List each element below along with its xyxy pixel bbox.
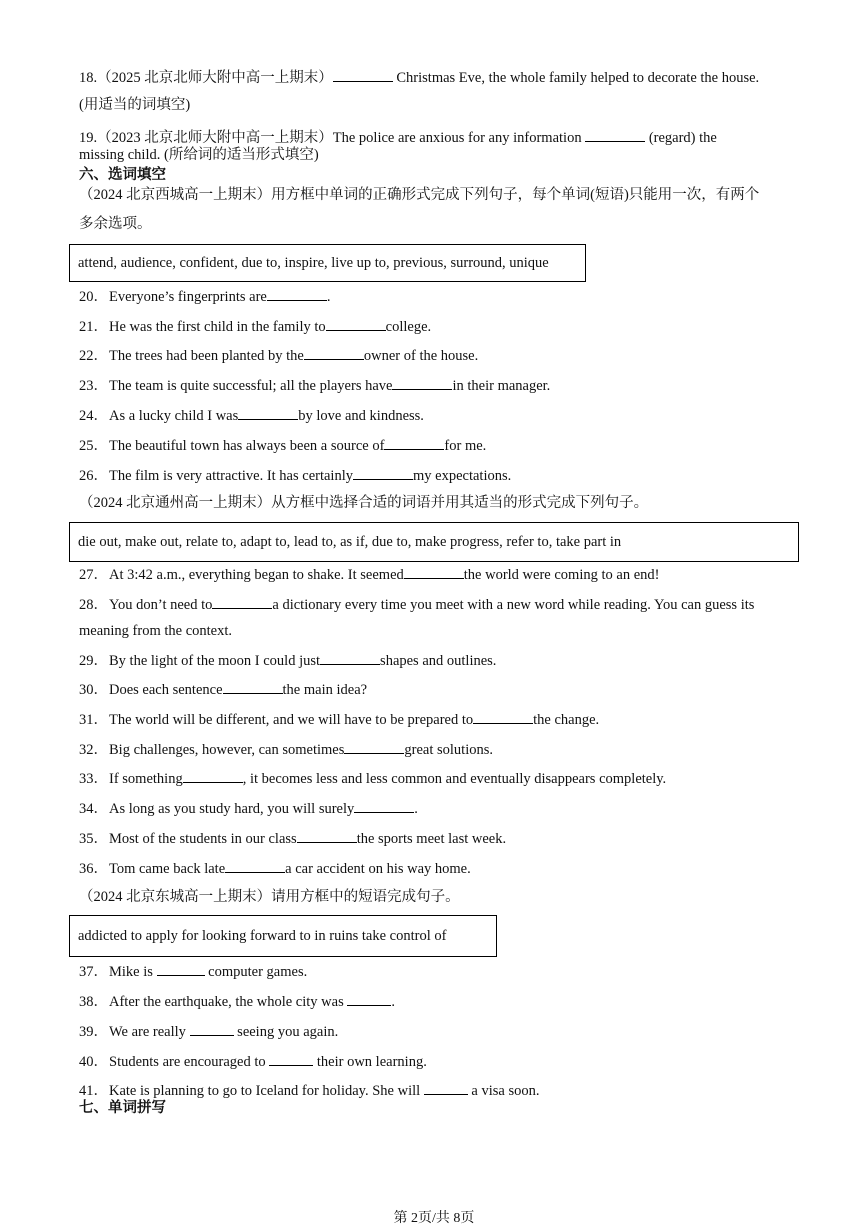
question-20: 20．Everyone’s fingerprints are . (79, 286, 330, 306)
question-30: 30．Does each sentence the main idea? (79, 679, 367, 699)
question-37: 37．Mike is computer games. (79, 961, 307, 981)
question-28-line2: meaning from the context. (79, 623, 233, 639)
section-title-7: 七、单词拼写 (79, 1100, 166, 1116)
question-25: 25．The beautiful town has always been a source of for me. (79, 435, 486, 455)
question-34: 34．As long as you study hard, you will surely . (79, 798, 418, 818)
answer-blank (585, 127, 645, 142)
word-box-2: die out, make out, relate to, adapt to, lead to, as if, due to, make progress, refer to, take part in (69, 522, 799, 562)
question-38: 38．After the earthquake, the whole city was . (79, 991, 395, 1011)
group3-intro: （2024 北京东城高一上期末）请用方框中的短语完成句子。 (79, 889, 460, 905)
word-box-3: addicted to apply for looking forward to in ruins take control of (69, 915, 497, 957)
question-32: 32．Big challenges, however, can sometimes great solutions. (79, 739, 493, 759)
question-21: 21．He was the first child in the family to college. (79, 316, 431, 336)
answer-blank (333, 67, 393, 82)
question-31: 31．The world will be different, and we will have to be prepared to the change. (79, 709, 599, 729)
question-36: 36．Tom came back late a car accident on his way home. (79, 858, 471, 878)
question-28: 28．You don’t need to a dictionary every time you meet with a new word while reading. You can guess its (79, 594, 754, 614)
section-title-6: 六、选词填空 (79, 167, 166, 183)
question-27: 27．At 3:42 a.m., everything began to shake. It seemed the world were coming to an end! (79, 564, 659, 584)
question-19: 19.（2023 北京北师大附中高一上期末）The police are anxious for any information (regard) the (79, 127, 717, 147)
question-23: 23．The team is quite successful; all the players have in their manager. (79, 375, 550, 395)
page-number: 第 2页/共 8页 (393, 1211, 475, 1226)
question-22: 22．The trees had been planted by the owner of the house. (79, 345, 478, 365)
question-35: 35．Most of the students in our class the sports meet last week. (79, 828, 506, 848)
question-24: 24．As a lucky child I was by love and kindness. (79, 405, 424, 425)
question-41: 41．Kate is planning to go to Iceland for holiday. She will a visa soon. (79, 1080, 539, 1100)
question-26: 26．The film is very attractive. It has certainly my expectations. (79, 465, 511, 485)
group1-intro-line2: 多余选项。 (79, 216, 152, 232)
question-40: 40．Students are encouraged to their own learning. (79, 1051, 427, 1071)
question-19-line2: missing child. (所给词的适当形式填空) (79, 147, 319, 163)
question-39: 39．We are really seeing you again. (79, 1021, 338, 1041)
group2-intro: （2024 北京通州高一上期末）从方框中选择合适的词语并用其适当的形式完成下列句子。 (79, 495, 649, 511)
group1-intro: （2024 北京西城高一上期末）用方框中单词的正确形式完成下列句子，每个单词(短语)只能用一次，有两个 (79, 187, 760, 203)
question-18-note: (用适当的词填空) (79, 97, 191, 113)
question-18: 18.（2025 北京北师大附中高一上期末） Christmas Eve, the whole family helped to decorate the house. (79, 67, 759, 87)
word-box-1: attend, audience, confident, due to, inspire, live up to, previous, surround, unique (69, 244, 586, 282)
question-29: 29．By the light of the moon I could just shapes and outlines. (79, 650, 496, 670)
question-33: 33．If something , it becomes less and less common and eventually disappears completely. (79, 768, 666, 788)
